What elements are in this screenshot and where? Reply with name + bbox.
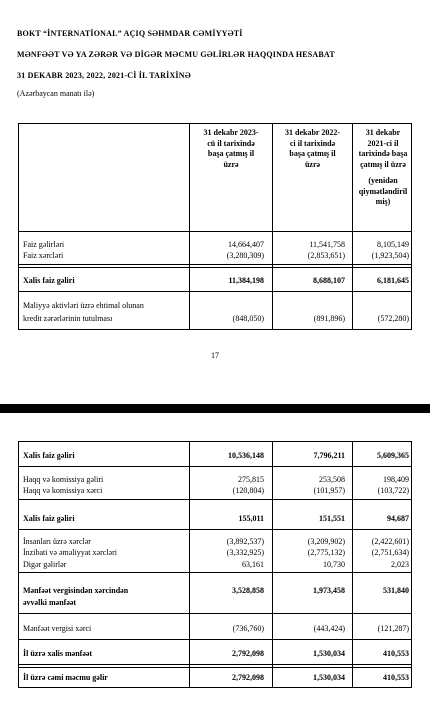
table-row: Xalis faiz gəliri 10,536,148 7,796,211 5,609,365	[23, 451, 409, 460]
page-divider	[0, 404, 430, 413]
table-row: Faiz gəlirləri 14,664,407 11,541,758 8,105,149	[23, 240, 409, 249]
currency-note: (Azərbaycan manatı ilə)	[17, 89, 95, 98]
table-row: kredit zərərlərinin tutulması (848,050) (891,896) (572,280)	[23, 314, 409, 323]
table-row: Xalis faiz gəliri 155,011 151,551 94,687	[23, 514, 409, 523]
income-table-bottom	[18, 441, 412, 688]
page-number: 17	[211, 351, 219, 360]
table-row: İl üzrə cəmi məcmu gəlir 2,792,098 1,530,034 410,553	[23, 673, 409, 682]
table-row: İnsanları üzrə xərclər (3,892,537) (3,209,902) (2,422,601)	[23, 537, 409, 546]
column-header-2022: 31 dekabr 2022- ci il tarixində başa çatmış il üzrə	[285, 128, 340, 169]
table-row: Maliyyə aktivləri üzrə ehtimal olunan	[23, 301, 144, 310]
table-row: əvvəlki mənfəət	[23, 598, 77, 607]
company-name: BOKT “İNTERNATİONAL” AÇIQ SƏHMDAR CƏMİYYƏTİ	[17, 29, 243, 38]
report-title: MƏNFƏƏT VƏ YA ZƏRƏR VƏ DİGƏR MƏCMU GƏLİRLƏR HAQQINDA HESABAT	[17, 50, 335, 59]
table-row: Faiz xərcləri (3,280,309) (2,853,651) (1,923,504)	[23, 251, 409, 260]
table-row: Mənfəət vergisi xərci (736,760) (443,424) (121,287)	[23, 624, 409, 633]
table-row: İnzibati və əməliyyat xərcləri (3,332,925) (2,775,132) (2,751,634)	[23, 548, 409, 557]
column-header-2021: 31 dekabr 2021-ci il tarixində başa çatmış il üzrə (yenidən qiymətləndiril miş)	[358, 128, 408, 206]
table-row: Haqq və komissiya xərci (120,804) (101,957) (103,722)	[23, 486, 409, 495]
table-row: Mənfəət vergisindən xərcindən 3,528,858 1,973,458 531,840	[23, 586, 409, 595]
column-header-2023: 31 dekabr 2023- cü il tarixində başa çatmış il üzrə	[203, 128, 259, 169]
income-table-top	[18, 123, 412, 330]
table-row: İl üzrə xalis mənfəət 2,792,098 1,530,034 410,553	[23, 649, 409, 658]
table-row: Xalis faiz gəliri 11,384,198 8,688,107 6,181,645	[23, 276, 409, 285]
table-row: Haqq və komissiya gəliri 275,815 253,508 198,409	[23, 475, 409, 484]
table-row: Digər gəlirlər 63,161 10,730 2,023	[23, 560, 409, 569]
report-date: 31 DEKABR 2023, 2022, 2021-Cİ İL TARİXİNƏ	[17, 71, 191, 80]
